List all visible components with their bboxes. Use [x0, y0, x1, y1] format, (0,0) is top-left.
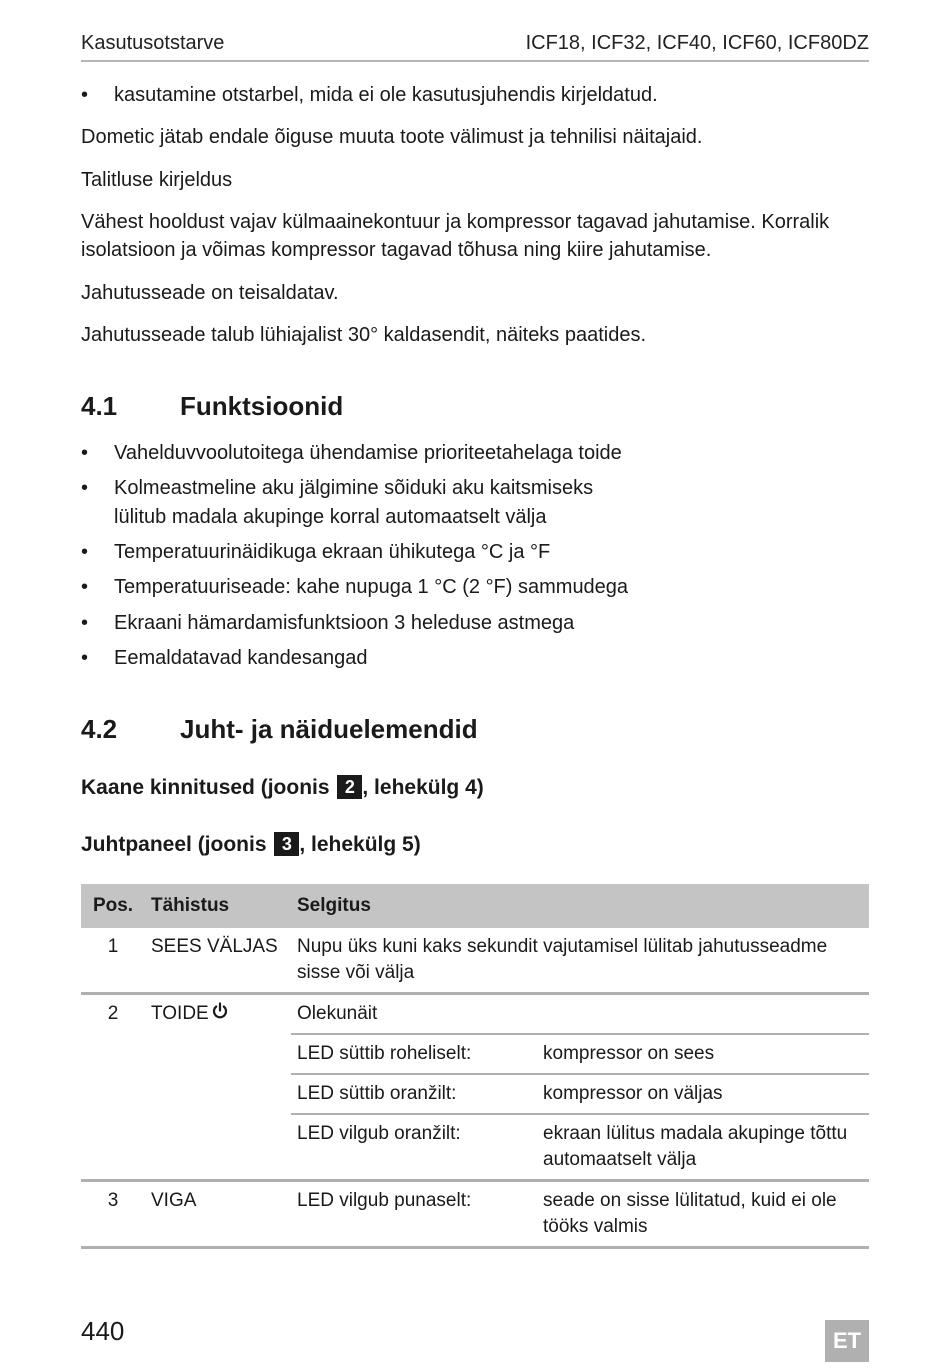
control-panel-table — [81, 884, 869, 1249]
section-number: 4.1 — [81, 391, 118, 421]
section-title: Juht- ja näiduelemendid — [180, 714, 478, 744]
cell-label-text: TOIDE — [151, 1003, 209, 1024]
bullet-text: Kolmeastmeline aku jälgimine sõiduki aku kaitsmiseks lülitub madala akupinge korral automaatselt välja — [114, 477, 594, 528]
table-header-row — [81, 884, 869, 928]
paragraph-function-description: Vähest hooldust vajav külmaainekontuur ja kompressor tagavad jahutamise. Korralik isolatsioon ja võimas kompressor tagavad tõhusa ning kiire jahutamise. — [81, 211, 830, 261]
bullet-text: Temperatuurinäidikuga ekraan ühikutega °C ja °F — [114, 541, 551, 563]
table-row — [81, 1181, 869, 1248]
bullet-text: Vahelduvvoolutoitega ühendamise prioriteetahelaga toide — [114, 442, 622, 464]
cell-description: Olekunäit — [291, 994, 869, 1035]
table-row — [81, 994, 869, 1035]
bullet-text: kasutamine otstarbel, mida ei ole kasutusjuhendis kirjeldatud. — [114, 84, 658, 106]
cell-description: Nupu üks kuni kaks sekundit vajutamisel lülitab jahutusseadme sisse või välja — [291, 928, 869, 994]
page-header — [81, 30, 869, 62]
cell-led-state: LED süttib roheliselt: — [291, 1034, 537, 1074]
bullet-dot: • — [81, 84, 89, 106]
bullet-dot: • — [81, 647, 89, 669]
bullet-dot: • — [81, 612, 89, 634]
column-header-pos: Pos. — [81, 884, 145, 928]
cell-led-meaning: kompressor on sees — [537, 1034, 869, 1074]
bullet-dot: • — [81, 442, 89, 464]
bullet-dot: • — [81, 576, 89, 598]
power-icon — [212, 1002, 228, 1020]
cell-pos: 3 — [81, 1181, 145, 1248]
bullet-dot: • — [81, 477, 89, 499]
header-section-title: Kasutusotstarve — [81, 32, 225, 54]
cell-label: VIGA — [145, 1181, 291, 1248]
page-number: 440 — [81, 1316, 125, 1346]
paragraph-function-heading: Talitluse kirjeldus — [81, 169, 233, 191]
subheading-page-ref: , lehekülg 5) — [299, 833, 421, 856]
table-row — [81, 928, 869, 994]
section-number: 4.2 — [81, 714, 118, 744]
cell-led-meaning: kompressor on väljas — [537, 1074, 869, 1114]
bullet-text: Temperatuuriseade: kahe nupuga 1 °C (2 °F) sammudega — [114, 576, 629, 598]
bullet-dot: • — [81, 541, 89, 563]
section-title: Funktsioonid — [180, 391, 344, 421]
subheading-text: Juhtpaneel (joonis — [81, 833, 267, 856]
cell-led-meaning: seade on sisse lülitatud, kuid ei ole tööks valmis — [537, 1181, 869, 1248]
subheading-page-ref: , lehekülg 4) — [362, 776, 484, 799]
column-header-label: Tähistus — [145, 884, 291, 928]
cell-pos: 1 — [81, 928, 145, 994]
subheading-lid-fasteners — [81, 775, 484, 800]
cell-led-meaning: ekraan lülitus madala akupinge tõttu automaatselt välja — [537, 1114, 869, 1181]
subheading-control-panel — [81, 832, 421, 857]
cell-pos: 2 — [81, 994, 145, 1181]
paragraph-tilt: Jahutusseade talub lühiajalist 30° kaldasendit, näiteks paatides. — [81, 324, 647, 346]
paragraph-portable: Jahutusseade on teisaldatav. — [81, 282, 339, 304]
cell-label: SEES VÄLJAS — [145, 928, 291, 994]
paragraph-rights: Dometic jätab endale õiguse muuta toote välimust ja tehnilisi näitajaid. — [81, 126, 703, 148]
column-header-description: Selgitus — [291, 884, 869, 928]
figure-reference-badge[interactable]: 2 — [337, 775, 362, 799]
subheading-text: Kaane kinnitused (joonis — [81, 776, 330, 799]
cell-led-state: LED vilgub oranžilt: — [291, 1114, 537, 1181]
bullet-text: Ekraani hämardamisfunktsioon 3 heleduse astmega — [114, 612, 575, 634]
header-model-list: ICF18, ICF32, ICF40, ICF60, ICF80DZ — [525, 32, 869, 54]
cell-label — [145, 994, 291, 1181]
cell-led-state: LED süttib oranžilt: — [291, 1074, 537, 1114]
figure-reference-badge[interactable]: 3 — [274, 832, 299, 856]
cell-led-state: LED vilgub punaselt: — [291, 1181, 537, 1248]
language-badge: ET — [825, 1320, 869, 1362]
bullet-text: Eemaldatavad kandesangad — [114, 647, 368, 669]
